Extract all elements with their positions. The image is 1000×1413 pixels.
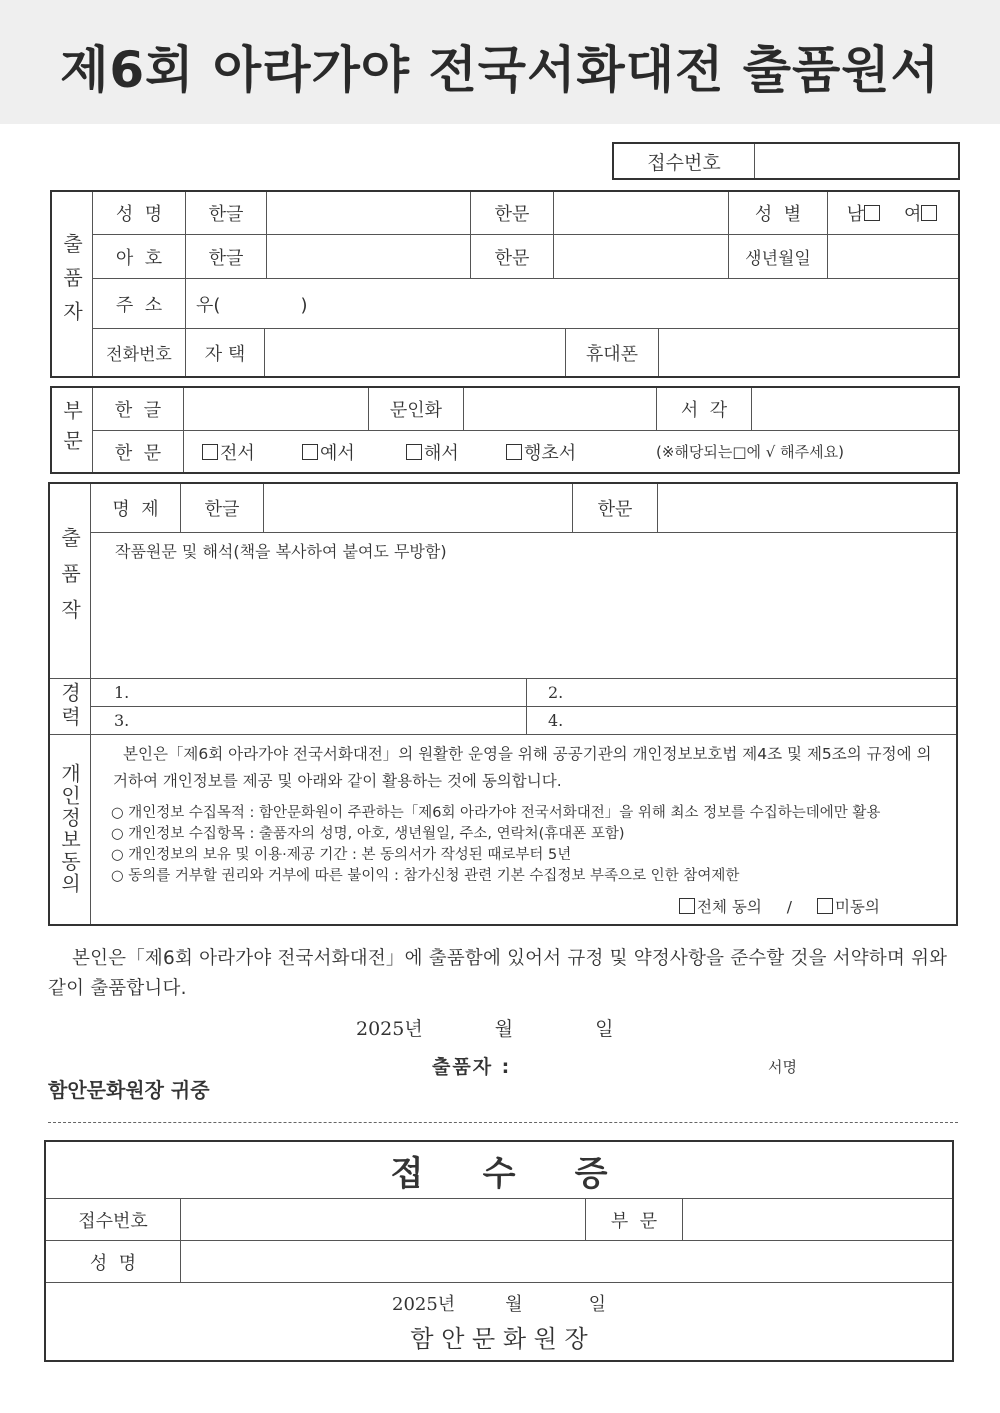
sign-label: 서명 xyxy=(768,1058,797,1076)
category-hangul-field[interactable] xyxy=(184,388,368,430)
option-yeseo-checkbox[interactable] xyxy=(302,444,318,460)
option-jeonseo-checkbox[interactable] xyxy=(202,444,218,460)
privacy-bullet-2: ○ 개인정보 수집항목 : 출품자의 성명, 아호, 생년월일, 주소, 연락처(휴대폰 포함) xyxy=(111,826,625,842)
gender-options xyxy=(828,192,958,234)
agree-all-checkbox[interactable] xyxy=(679,898,695,914)
disagree-checkbox[interactable] xyxy=(817,898,833,914)
receipt-category-field[interactable] xyxy=(683,1199,952,1240)
cut-line xyxy=(48,1122,958,1123)
receipt-name-label: 성 명 xyxy=(89,1252,137,1274)
career-item-1[interactable]: 1. xyxy=(114,683,130,702)
receipt-date-year: 2025년 xyxy=(392,1294,456,1315)
date-month: 월 xyxy=(494,1018,514,1040)
career-item-2[interactable]: 2. xyxy=(548,683,564,702)
category-hanmun-label: 한 문 xyxy=(114,442,162,464)
work-section xyxy=(48,482,958,926)
pen-name-hangul-label: 한글 xyxy=(208,247,244,269)
subject-hanmun-label: 한문 xyxy=(597,499,633,520)
phone-label: 전화번호 xyxy=(106,345,172,365)
pen-name-label: 아 호 xyxy=(115,247,163,269)
career-section-label: 경력 xyxy=(57,682,82,730)
mobile-field[interactable] xyxy=(659,329,958,376)
address-field[interactable]: 우( ) xyxy=(196,294,308,316)
gender-female-checkbox[interactable] xyxy=(921,205,937,221)
option-haengchoseo-label: 행초서 xyxy=(524,442,577,464)
receipt-number-label-2: 접수번호 xyxy=(78,1210,148,1232)
option-haeseo-label: 해서 xyxy=(424,442,459,464)
category-seogak-label: 서 각 xyxy=(680,400,728,421)
subject-hangul-field[interactable] xyxy=(264,484,572,532)
name-hangul-label: 한글 xyxy=(208,204,244,225)
receipt-number-field-2[interactable] xyxy=(181,1199,585,1240)
mobile-label: 휴대폰 xyxy=(585,343,639,365)
receipt-name-field[interactable] xyxy=(181,1241,952,1282)
receipt-box xyxy=(44,1140,954,1362)
privacy-bullet-4: ○ 동의를 거부할 권리와 거부에 따른 불이익 : 참가신청 관련 기본 수집정보 부족으로 인한 참여제한 xyxy=(111,868,740,884)
home-phone-label: 자 택 xyxy=(204,343,246,365)
agree-all-label: 전체 동의 xyxy=(697,898,762,916)
option-haeseo-checkbox[interactable] xyxy=(406,444,422,460)
privacy-bullet-1: ○ 개인정보 수집목적 : 함안문화원이 주관하는「제6회 아라가야 전국서화대전」을 위해 최소 정보를 수집하는데에만 활용 xyxy=(111,805,881,821)
address-label: 주 소 xyxy=(115,294,163,316)
category-hangul-label: 한 글 xyxy=(114,400,162,421)
receipt-date-day: 일 xyxy=(588,1294,606,1315)
consent-separator: / xyxy=(786,898,792,916)
work-section-label: 출품작 xyxy=(57,527,82,635)
subject-hanmun-field[interactable] xyxy=(658,484,956,532)
option-jeonseo-label: 전서 xyxy=(220,442,255,464)
date-year: 2025년 xyxy=(356,1018,423,1040)
pledge-text: 본인은「제6회 아라가야 전국서화대전」에 출품함에 있어서 규정 및 약정사항을 준수할 것을 서약하며 위와 같이 출품합니다. xyxy=(48,948,948,999)
applicant-section-label: 출품자 xyxy=(59,233,84,335)
consent-options xyxy=(679,895,880,917)
privacy-intro: 본인은「제6회 아라가야 전국서화대전」의 원활한 운영을 위해 공공기관의 개인정보보호법 제4조 및 제5조의 규정에 의거하여 개인정보를 제공 및 아래와 같이 활용하는 것에 동의합니다. xyxy=(113,745,932,790)
name-hanmun-field[interactable] xyxy=(554,192,728,234)
receipt-date-month: 월 xyxy=(505,1294,523,1315)
original-text-label: 작품원문 및 해석(책을 복사하여 붙여도 무방함) xyxy=(115,542,447,561)
privacy-section-label: 개인정보동의 xyxy=(57,763,82,895)
name-hangul-field[interactable] xyxy=(267,192,470,234)
date-line xyxy=(356,1014,614,1041)
page-title: 제6회 아라가야 전국서화대전 출품원서 xyxy=(60,41,940,99)
pen-name-hangul-field[interactable] xyxy=(267,235,470,278)
original-text-area[interactable] xyxy=(91,533,956,678)
category-section xyxy=(50,386,960,474)
disagree-label: 미동의 xyxy=(834,898,880,916)
birth-field[interactable] xyxy=(828,235,958,278)
career-item-4[interactable]: 4. xyxy=(548,711,564,730)
category-munin-label: 문인화 xyxy=(389,400,443,421)
applicant-section xyxy=(50,190,960,378)
receipt-date xyxy=(46,1288,952,1318)
category-note: (※해당되는□에 √ 해주세요) xyxy=(656,443,844,461)
receipt-number-box xyxy=(612,142,960,180)
option-yeseo-label: 예서 xyxy=(320,442,355,464)
hanmun-options xyxy=(202,431,958,472)
subject-label: 명 제 xyxy=(112,499,159,520)
option-haengchoseo-checkbox[interactable] xyxy=(506,444,522,460)
category-section-label: 부문 xyxy=(59,400,84,460)
gender-label: 성 별 xyxy=(754,204,802,225)
name-label: 성 명 xyxy=(115,204,163,225)
home-phone-field[interactable] xyxy=(265,329,565,376)
applicant-sign-label: 출품자 : xyxy=(432,1056,512,1078)
receipt-category-label: 부 문 xyxy=(610,1210,658,1232)
birth-label: 생년월일 xyxy=(745,249,811,269)
receipt-number-field[interactable] xyxy=(755,144,958,178)
date-day: 일 xyxy=(595,1018,614,1040)
receipt-issuer: 함 안 문 화 원 장 xyxy=(410,1324,588,1353)
gender-male-checkbox[interactable] xyxy=(864,205,880,221)
subject-hangul-label: 한글 xyxy=(204,499,240,520)
receipt-number-label: 접수번호 xyxy=(647,151,721,174)
pen-name-hanmun-field[interactable] xyxy=(554,235,728,278)
name-hanmun-label: 한문 xyxy=(494,204,530,225)
privacy-content xyxy=(91,735,956,924)
receipt-title: 접 수 증 xyxy=(390,1153,608,1194)
gender-male-label: 남 xyxy=(846,204,864,225)
gender-female-label: 여 xyxy=(904,204,922,225)
pen-name-hanmun-label: 한문 xyxy=(494,247,530,269)
addressee: 함안문화원장 귀중 xyxy=(48,1078,210,1102)
privacy-bullet-3: ○ 개인정보의 보유 및 이용·제공 기간 : 본 동의서가 작성된 때로부터 5년 xyxy=(111,847,572,863)
category-seogak-field[interactable] xyxy=(752,388,958,430)
career-item-3[interactable]: 3. xyxy=(114,711,130,730)
category-munin-field[interactable] xyxy=(464,388,656,430)
